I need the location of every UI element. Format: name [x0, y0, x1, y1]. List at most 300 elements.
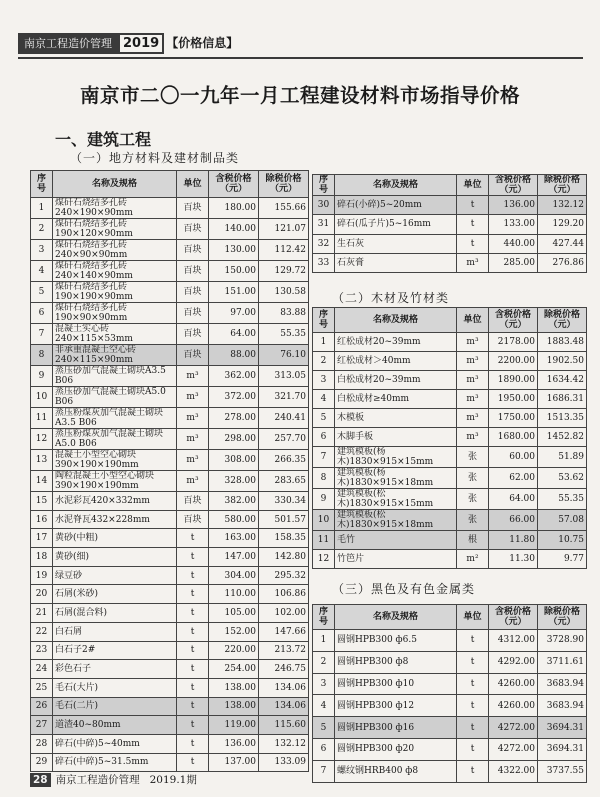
unit: t — [177, 716, 209, 735]
material-name: 竹笆片 — [335, 550, 457, 569]
tax-exclusive-price: 102.00 — [259, 604, 309, 623]
tax-exclusive-price: 1634.42 — [538, 371, 587, 390]
unit: t — [177, 678, 209, 697]
tax-inclusive-price: 362.00 — [209, 366, 259, 387]
row-number: 9 — [31, 366, 53, 387]
tax-inclusive-price: 64.00 — [209, 324, 259, 345]
unit: 百块 — [177, 492, 209, 511]
tax-exclusive-price: 330.34 — [259, 492, 309, 511]
tax-inclusive-price: 4292.00 — [489, 651, 538, 673]
tax-exclusive-price: 155.66 — [259, 198, 309, 219]
row-number: 24 — [31, 660, 53, 679]
material-name: 碎石(瓜子片)5~16mm — [335, 215, 457, 234]
row-number: 6 — [31, 303, 53, 324]
material-name: 白松成材20~39mm — [335, 371, 457, 390]
table-row — [31, 219, 309, 240]
material-name: 蒸压粉煤灰加气混凝土砌块 A5.0 B06 — [53, 429, 177, 450]
row-number: 22 — [31, 622, 53, 641]
row-number: 30 — [313, 196, 335, 215]
col-name-header: 名称及规格 — [335, 308, 457, 333]
tax-exclusive-price: 129.72 — [259, 261, 309, 282]
price-table-local-materials-cont — [312, 174, 587, 273]
row-number: 3 — [31, 240, 53, 261]
material-name: 混凝土实心砖 240×115×53mm — [53, 324, 177, 345]
table-row — [313, 196, 587, 215]
row-number: 6 — [313, 428, 335, 447]
row-number: 1 — [313, 333, 335, 352]
table-row — [313, 695, 587, 717]
header-section: 【价格信息】 — [166, 36, 239, 50]
tax-inclusive-price: 278.00 — [209, 408, 259, 429]
material-name: 红松成材＞40mm — [335, 352, 457, 371]
row-number: 14 — [31, 471, 53, 492]
tax-inclusive-price: 105.00 — [209, 604, 259, 623]
unit: t — [457, 673, 489, 695]
unit: m³ — [177, 471, 209, 492]
table-row — [31, 678, 309, 697]
material-name: 碎石(中碎)5~31.5mm — [53, 753, 177, 772]
tax-exclusive-price: 283.65 — [259, 471, 309, 492]
table-row — [313, 333, 587, 352]
tax-exclusive-price: 266.35 — [259, 450, 309, 471]
table-row — [31, 529, 309, 548]
material-name: 毛石(二片) — [53, 697, 177, 716]
row-number: 19 — [31, 566, 53, 585]
tax-exclusive-price: 1902.50 — [538, 352, 587, 371]
material-name: 圆钢HPB300 ф20 — [335, 738, 457, 760]
unit: 张 — [457, 489, 489, 510]
tax-inclusive-price: 2178.00 — [489, 333, 538, 352]
tax-exclusive-price: 3728.90 — [538, 630, 587, 652]
tax-inclusive-price: 11.30 — [489, 550, 538, 569]
tax-inclusive-price: 2200.00 — [489, 352, 538, 371]
price-table-metals — [312, 604, 587, 783]
material-name: 白石屑 — [53, 622, 177, 641]
tax-inclusive-price: 4272.00 — [489, 717, 538, 739]
row-number: 12 — [31, 429, 53, 450]
table-row — [31, 366, 309, 387]
table-row — [313, 253, 587, 272]
unit: m² — [457, 550, 489, 569]
row-number: 4 — [313, 390, 335, 409]
material-name: 绿豆砂 — [53, 566, 177, 585]
unit: 根 — [457, 531, 489, 550]
header-rule — [18, 57, 583, 59]
tax-inclusive-price: 580.00 — [209, 510, 259, 529]
table-header-row — [31, 171, 309, 198]
tax-inclusive-price: 372.00 — [209, 387, 259, 408]
tax-inclusive-price: 150.00 — [209, 261, 259, 282]
tax-inclusive-price: 382.00 — [209, 492, 259, 511]
row-number: 7 — [313, 760, 335, 782]
tax-exclusive-price: 142.80 — [259, 548, 309, 567]
row-number: 3 — [313, 673, 335, 695]
table-row — [31, 697, 309, 716]
tax-exclusive-price: 130.58 — [259, 282, 309, 303]
material-name: 黄砂(中粗) — [53, 529, 177, 548]
row-number: 26 — [31, 697, 53, 716]
material-name: 水泥彩瓦420×332mm — [53, 492, 177, 511]
unit: 张 — [457, 447, 489, 468]
table-row — [31, 198, 309, 219]
material-name: 建筑模板(杨 木)1830×915×15mm — [335, 447, 457, 468]
col-name-header: 名称及规格 — [335, 175, 457, 196]
col-seq-header: 序号 — [31, 171, 53, 198]
table-row — [313, 390, 587, 409]
unit: t — [177, 641, 209, 660]
tax-exclusive-price: 246.75 — [259, 660, 309, 679]
table-row — [31, 566, 309, 585]
row-number: 10 — [313, 510, 335, 531]
unit: 百块 — [177, 261, 209, 282]
price-table-local-materials — [30, 170, 309, 772]
material-name: 煤矸石烧结多孔砖 190×90×90mm — [53, 303, 177, 324]
material-name: 混凝土小型空心砌块 390×190×190mm — [53, 450, 177, 471]
row-number: 18 — [31, 548, 53, 567]
tax-inclusive-price: 136.00 — [489, 196, 538, 215]
tax-exclusive-price: 53.62 — [538, 468, 587, 489]
table-row — [313, 468, 587, 489]
tax-inclusive-price: 147.00 — [209, 548, 259, 567]
tax-inclusive-price: 140.00 — [209, 219, 259, 240]
tax-inclusive-price: 1890.00 — [489, 371, 538, 390]
material-name: 蒸压砂加气混凝土砌块A3.5 B06 — [53, 366, 177, 387]
tax-inclusive-price: 4312.00 — [489, 630, 538, 652]
material-name: 非承重混凝土空心砖 240×115×90mm — [53, 345, 177, 366]
tax-exclusive-price: 132.12 — [538, 196, 587, 215]
page-footer — [30, 772, 197, 787]
row-number: 1 — [31, 198, 53, 219]
col-seq-header: 序号 — [313, 605, 335, 630]
table-row — [31, 471, 309, 492]
unit: t — [177, 622, 209, 641]
section-heading: 一、建筑工程 — [55, 130, 152, 149]
tax-inclusive-price: 62.00 — [489, 468, 538, 489]
material-name: 彩色石子 — [53, 660, 177, 679]
material-name: 圆钢HPB300 ф10 — [335, 673, 457, 695]
row-number: 33 — [313, 253, 335, 272]
tax-exclusive-price: 55.35 — [538, 489, 587, 510]
tax-exclusive-price: 3683.94 — [538, 673, 587, 695]
tax-exclusive-price: 257.70 — [259, 429, 309, 450]
unit: m³ — [457, 371, 489, 390]
unit: t — [457, 717, 489, 739]
material-name: 黄砂(细) — [53, 548, 177, 567]
tax-exclusive-price: 3683.94 — [538, 695, 587, 717]
table-row — [313, 409, 587, 428]
unit: t — [457, 215, 489, 234]
table-row — [31, 240, 309, 261]
col-unit-header: 单位 — [457, 175, 489, 196]
table-row — [31, 641, 309, 660]
tax-exclusive-price: 240.41 — [259, 408, 309, 429]
tax-exclusive-price: 121.07 — [259, 219, 309, 240]
unit: 百块 — [177, 282, 209, 303]
tax-exclusive-price: 106.86 — [259, 585, 309, 604]
table-row — [31, 450, 309, 471]
row-number: 2 — [31, 219, 53, 240]
col-name-header: 名称及规格 — [335, 605, 457, 630]
tax-exclusive-price: 134.06 — [259, 697, 309, 716]
row-number: 4 — [31, 261, 53, 282]
tax-inclusive-price: 4260.00 — [489, 695, 538, 717]
table-row — [31, 734, 309, 753]
table-row — [313, 760, 587, 782]
col-net-price-header: 除税价格（元） — [538, 308, 587, 333]
unit: m³ — [457, 409, 489, 428]
tax-inclusive-price: 138.00 — [209, 697, 259, 716]
material-name: 石灰膏 — [335, 253, 457, 272]
unit: t — [177, 566, 209, 585]
table-row — [313, 510, 587, 531]
row-number: 29 — [31, 753, 53, 772]
row-number: 8 — [31, 345, 53, 366]
tax-inclusive-price: 64.00 — [489, 489, 538, 510]
table-row — [31, 716, 309, 735]
page-title: 南京市二〇一九年一月工程建设材料市场指导价格 — [79, 84, 520, 107]
material-name: 蒸压粉煤灰加气混凝土砌块 A3.5 B06 — [53, 408, 177, 429]
col-seq-header: 序号 — [313, 308, 335, 333]
tax-exclusive-price: 55.35 — [259, 324, 309, 345]
material-name: 煤矸石烧结多孔砖 240×190×90mm — [53, 198, 177, 219]
col-tax-price-header: 含税价格（元） — [489, 175, 538, 196]
unit: 百块 — [177, 303, 209, 324]
material-name: 煤矸石烧结多孔砖 190×120×90mm — [53, 219, 177, 240]
tax-inclusive-price: 133.00 — [489, 215, 538, 234]
row-number: 28 — [31, 734, 53, 753]
tax-inclusive-price: 298.00 — [209, 429, 259, 450]
unit: m³ — [457, 253, 489, 272]
col-unit-header: 单位 — [177, 171, 209, 198]
table-row — [31, 261, 309, 282]
tax-exclusive-price: 3694.31 — [538, 738, 587, 760]
table-row — [313, 717, 587, 739]
tax-inclusive-price: 328.00 — [209, 471, 259, 492]
row-number: 20 — [31, 585, 53, 604]
material-name: 煤矸石烧结多孔砖 240×90×90mm — [53, 240, 177, 261]
tax-exclusive-price: 115.60 — [259, 716, 309, 735]
row-number: 1 — [313, 630, 335, 652]
table-row — [313, 651, 587, 673]
tax-exclusive-price: 112.42 — [259, 240, 309, 261]
material-name: 碎石(小碎)5~20mm — [335, 196, 457, 215]
table-row — [31, 282, 309, 303]
row-number: 15 — [31, 492, 53, 511]
unit: m³ — [457, 333, 489, 352]
tax-inclusive-price: 138.00 — [209, 678, 259, 697]
tax-exclusive-price: 427.44 — [538, 234, 587, 253]
unit: t — [457, 196, 489, 215]
table-row — [31, 324, 309, 345]
table-row — [31, 604, 309, 623]
unit: m³ — [177, 450, 209, 471]
material-name: 毛竹 — [335, 531, 457, 550]
material-name: 石屑(米砂) — [53, 585, 177, 604]
row-number: 27 — [31, 716, 53, 735]
row-number: 16 — [31, 510, 53, 529]
footer-title: 南京工程造价管理 — [55, 774, 140, 786]
unit: m³ — [177, 429, 209, 450]
tax-inclusive-price: 1680.00 — [489, 428, 538, 447]
unit: t — [457, 651, 489, 673]
tax-exclusive-price: 132.12 — [259, 734, 309, 753]
table-row — [31, 622, 309, 641]
unit: m³ — [457, 428, 489, 447]
tax-inclusive-price: 66.00 — [489, 510, 538, 531]
col-unit-header: 单位 — [457, 308, 489, 333]
tax-inclusive-price: 285.00 — [489, 253, 538, 272]
material-name: 木脚手板 — [335, 428, 457, 447]
row-number: 11 — [31, 408, 53, 429]
tax-inclusive-price: 97.00 — [209, 303, 259, 324]
col-tax-price-header: 含税价格（元） — [489, 605, 538, 630]
unit: t — [177, 734, 209, 753]
row-number: 12 — [313, 550, 335, 569]
table-row — [31, 345, 309, 366]
tax-inclusive-price: 180.00 — [209, 198, 259, 219]
table-header-row — [313, 605, 587, 630]
tax-exclusive-price: 3737.55 — [538, 760, 587, 782]
tax-inclusive-price: 136.00 — [209, 734, 259, 753]
row-number: 21 — [31, 604, 53, 623]
material-name: 道渣40~80mm — [53, 716, 177, 735]
tax-inclusive-price: 137.00 — [209, 753, 259, 772]
table-row — [313, 234, 587, 253]
tax-inclusive-price: 220.00 — [209, 641, 259, 660]
category-heading-local-materials: （一）地方材料及建材制品类 — [70, 151, 240, 165]
row-number: 7 — [31, 324, 53, 345]
row-number: 4 — [313, 695, 335, 717]
col-tax-price-header: 含税价格（元） — [489, 308, 538, 333]
material-name: 煤矸石烧结多孔砖 240×140×90mm — [53, 261, 177, 282]
material-name: 圆钢HPB300 ф8 — [335, 651, 457, 673]
table-row — [31, 548, 309, 567]
unit: 百块 — [177, 345, 209, 366]
material-name: 石屑(混合料) — [53, 604, 177, 623]
tax-exclusive-price: 134.06 — [259, 678, 309, 697]
unit: t — [177, 697, 209, 716]
unit: t — [457, 630, 489, 652]
row-number: 7 — [313, 447, 335, 468]
col-name-header: 名称及规格 — [53, 171, 177, 198]
unit: 百块 — [177, 510, 209, 529]
row-number: 6 — [313, 738, 335, 760]
tax-exclusive-price: 501.57 — [259, 510, 309, 529]
unit: 张 — [457, 510, 489, 531]
unit: t — [177, 548, 209, 567]
material-name: 碎石(中碎)5~40mm — [53, 734, 177, 753]
unit: 百块 — [177, 219, 209, 240]
material-name: 白松成材≥40mm — [335, 390, 457, 409]
tax-inclusive-price: 11.80 — [489, 531, 538, 550]
table-row — [31, 429, 309, 450]
tax-exclusive-price: 1513.35 — [538, 409, 587, 428]
table-row — [313, 428, 587, 447]
tax-exclusive-price: 76.10 — [259, 345, 309, 366]
unit: t — [177, 753, 209, 772]
table-row — [31, 510, 309, 529]
row-number: 31 — [313, 215, 335, 234]
row-number: 8 — [313, 468, 335, 489]
material-name: 建筑模板(杨 木)1830×915×18mm — [335, 468, 457, 489]
header-year: 2019 — [118, 33, 164, 54]
category-heading-timber: （二）木材及竹材类 — [332, 291, 450, 305]
tax-exclusive-price: 10.75 — [538, 531, 587, 550]
unit: 百块 — [177, 240, 209, 261]
table-row — [31, 408, 309, 429]
material-name: 圆钢HPB300 ф16 — [335, 717, 457, 739]
material-name: 水泥脊瓦432×228mm — [53, 510, 177, 529]
unit: 百块 — [177, 324, 209, 345]
tax-inclusive-price: 308.00 — [209, 450, 259, 471]
unit: m³ — [177, 408, 209, 429]
material-name: 圆钢HPB300 ф12 — [335, 695, 457, 717]
table-row — [31, 585, 309, 604]
table-row — [31, 303, 309, 324]
tax-exclusive-price: 129.20 — [538, 215, 587, 234]
tax-exclusive-price: 276.86 — [538, 253, 587, 272]
row-number: 23 — [31, 641, 53, 660]
tax-inclusive-price: 4272.00 — [489, 738, 538, 760]
material-name: 煤矸石烧结多孔砖 190×190×90mm — [53, 282, 177, 303]
row-number: 17 — [31, 529, 53, 548]
table-row — [313, 489, 587, 510]
tax-inclusive-price: 60.00 — [489, 447, 538, 468]
row-number: 2 — [313, 651, 335, 673]
table-header-row — [313, 175, 587, 196]
category-heading-metals: （三）黑色及有色金属类 — [332, 582, 476, 596]
col-net-price-header: 除税价格（元） — [538, 605, 587, 630]
unit: m³ — [457, 352, 489, 371]
material-name: 螺纹钢HRB400 ф8 — [335, 760, 457, 782]
unit: m³ — [177, 366, 209, 387]
tax-inclusive-price: 440.00 — [489, 234, 538, 253]
table-row — [313, 531, 587, 550]
table-header-row — [313, 308, 587, 333]
table-row — [313, 352, 587, 371]
footer-issue: 2019.1期 — [149, 774, 197, 786]
tax-exclusive-price: 147.66 — [259, 622, 309, 641]
unit: t — [457, 760, 489, 782]
row-number: 25 — [31, 678, 53, 697]
row-number: 10 — [31, 387, 53, 408]
tax-exclusive-price: 83.88 — [259, 303, 309, 324]
row-number: 3 — [313, 371, 335, 390]
material-name: 建筑模板(松 木)1830×915×18mm — [335, 510, 457, 531]
col-tax-price-header: 含税价格（元） — [209, 171, 259, 198]
tax-inclusive-price: 110.00 — [209, 585, 259, 604]
table-row — [313, 630, 587, 652]
tax-exclusive-price: 313.05 — [259, 366, 309, 387]
unit: 百块 — [177, 198, 209, 219]
table-row — [313, 738, 587, 760]
tax-exclusive-price: 133.09 — [259, 753, 309, 772]
table-row — [313, 447, 587, 468]
tax-exclusive-price: 321.70 — [259, 387, 309, 408]
tax-exclusive-price: 3694.31 — [538, 717, 587, 739]
row-number: 5 — [31, 282, 53, 303]
tax-exclusive-price: 51.89 — [538, 447, 587, 468]
tax-exclusive-price: 57.08 — [538, 510, 587, 531]
unit: t — [457, 738, 489, 760]
row-number: 9 — [313, 489, 335, 510]
material-name: 蒸压砂加气混凝土砌块A5.0 B06 — [53, 387, 177, 408]
tax-exclusive-price: 213.72 — [259, 641, 309, 660]
unit: t — [177, 604, 209, 623]
table-row — [31, 387, 309, 408]
tax-exclusive-price: 1686.31 — [538, 390, 587, 409]
tax-exclusive-price: 295.32 — [259, 566, 309, 585]
